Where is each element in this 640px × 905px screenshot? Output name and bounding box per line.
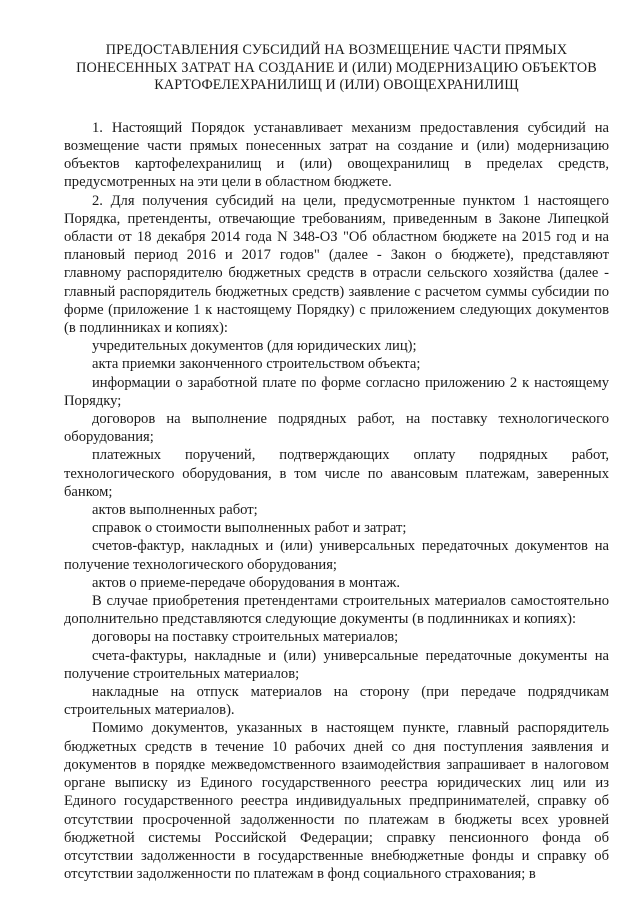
list-item-cost-certificates: справок о стоимости выполненных работ и затрат;: [92, 520, 407, 537]
list-item-installation-acts: актов о приеме-передаче оборудования в монтаж.: [92, 574, 400, 591]
list-item-payment-orders: платежных поручений, подтверждающих оплату подрядных работ, технологического оборудования, в том числе по авансовым платежам, заверенных банком;: [64, 447, 609, 500]
paragraph-2: 2. Для получения субсидий на цели, предусмотренные пунктом 1 настоящего Порядка, претенденты, отвечающие требованиям, приведенным в Законе Липецкой области от 18 декабря 2014 года N 348-ОЗ "Об областном бюджете на 2015 год и на плановый период 2016 и 2017 годов" (далее - Закон о бюджете), представляют главному распорядителю бюджетных средств в отрасли сельского хозяйства (далее - главный распорядитель бюджетных средств) заявление с расчетом суммы субсидии по форме (приложение 1 к настоящему Порядку) с приложением следующих документов (в подлинниках и копиях):: [64, 192, 609, 337]
list-item-charter-docs: учредительных документов (для юридических лиц);: [92, 338, 417, 355]
list-item-work-acts: актов выполненных работ;: [92, 502, 258, 519]
paragraph-1: 1. Настоящий Порядок устанавливает механизм предоставления субсидий на возмещение части прямых понесенных затрат на создание и (или) модернизацию объектов картофелехранилищ и (или) овощехранилищ в пределах средств, предусмотренных на эти цели в областном бюджете.: [64, 119, 609, 191]
document-title: [64, 42, 609, 95]
paragraph-interagency-requests: Помимо документов, указанных в настоящем пункте, главный распорядитель бюджетных средств в течение 10 рабочих дней со дня поступления заявления и документов в порядке межведомственного взаимодействия запрашивает в налоговом органе выписку из Единого государственного реестра юридических лиц или из Единого государственного реестра индивидуальных предпринимателей, справку об отсутствии просроченной задолженности по платежам в бюджеты всех уровней бюджетной системы Российской Федерации; справку пенсионного фонда об отсутствии задолженности в государственные внебюджетные фонды и справку об отсутствии задолженности по платежам в фонд социального страхования; в: [64, 720, 609, 883]
title-line-2: ПОНЕСЕННЫХ ЗАТРАТ НА СОЗДАНИЕ И (ИЛИ) МОДЕРНИЗАЦИЮ ОБЪЕКТОВ: [76, 59, 597, 76]
list-item-salary-info: информации о заработной плате по форме согласно приложению 2 к настоящему Порядку;: [64, 374, 609, 409]
title-line-1: ПРЕДОСТАВЛЕНИЯ СУБСИДИЙ НА ВОЗМЕЩЕНИЕ ЧАСТИ ПРЯМЫХ: [105, 42, 568, 58]
list-item-materials-waybills: накладные на отпуск материалов на сторону (при передаче подрядчикам строительных материалов).: [64, 684, 609, 719]
list-item-materials-invoices: счета-фактуры, накладные и (или) универсальные передаточные документы на получение строительных материалов;: [64, 647, 609, 682]
title-line-3: КАРТОФЕЛЕХРАНИЛИЩ И (ИЛИ) ОВОЩЕХРАНИЛИЩ: [154, 77, 519, 94]
list-item-acceptance-act: акта приемки законченного строительством объекта;: [92, 356, 421, 373]
document-body: [64, 119, 609, 884]
list-item-invoices-equipment: счетов-фактур, накладных и (или) универсальных передаточных документов на получение технологического оборудования;: [64, 538, 609, 573]
list-item-materials-contracts: договоры на поставку строительных материалов;: [92, 629, 399, 646]
list-item-contracts: договоров на выполнение подрядных работ, на поставку технологического оборудования;: [64, 411, 609, 446]
paragraph-materials-case: В случае приобретения претендентами строительных материалов самостоятельно дополнительно представляются следующие документы (в подлинниках и копиях):: [64, 593, 609, 628]
